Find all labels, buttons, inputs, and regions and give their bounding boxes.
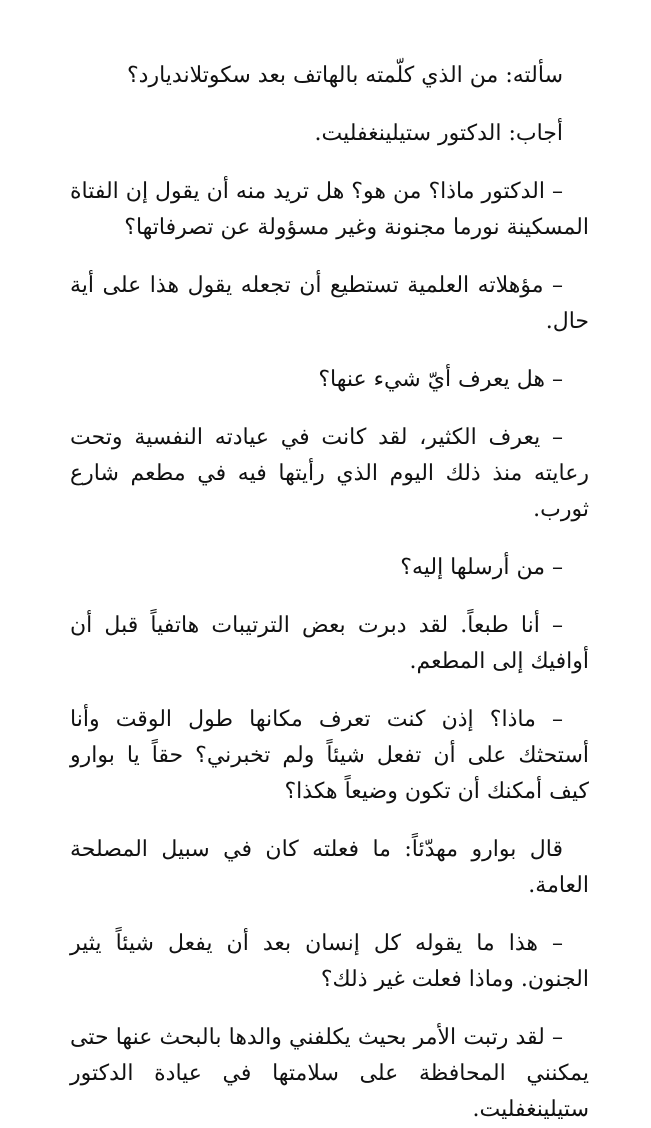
paragraph-1: سألته: من الذي كلّمته بالهاتف بعد سكوتلانديارد؟ [126,63,563,88]
paragraph-9: – ماذا؟ إذن كنت تعرف مكانها طول الوقت وأنا أستحثك على أن تفعل شيئاً ولم تخبرني؟ حقاً يا بوارو كيف أمكنك أن تكون وضيعاً هكذا؟ [70,707,589,804]
paragraph-6: – يعرف الكثير، لقد كانت في عيادته النفسية وتحت رعايته منذ ذلك اليوم الذي رأيتها فيه في مطعم شارع ثورب. [70,425,589,522]
paragraph-10: قال بوارو مهدّئاً: ما فعلته كان في سبيل المصلحة العامة. [70,837,589,898]
paragraph-4: – مؤهلاته العلمية تستطيع أن تجعله يقول هذا على أية حال. [70,273,589,334]
paragraph-5: – هل يعرف أيّ شيء عنها؟ [318,367,563,392]
paragraph-3: – الدكتور ماذا؟ من هو؟ هل تريد منه أن يقول إن الفتاة المسكينة نورما مجنونة وغير مسؤولة عن تصرفاتها؟ [69,179,589,240]
paragraph-11: – هذا ما يقوله كل إنسان بعد أن يفعل شيئاً يثير الجنون. وماذا فعلت غير ذلك؟ [70,931,589,992]
paragraph-12: – لقد رتبت الأمر بحيث يكلفني والدها بالبحث عنها حتى يمكنني المحافظة على سلامتها في عيادة الدكتور ستيلينغفليت. [70,1025,589,1122]
paragraph-8: – أنا طبعاً. لقد دبرت بعض الترتيبات هاتفياً قبل أن أوافيك إلى المطعم. [70,613,589,674]
paragraph-7: – من أرسلها إليه؟ [400,555,563,580]
paragraph-2: أجاب: الدكتور ستيلينغفليت. [314,121,563,146]
